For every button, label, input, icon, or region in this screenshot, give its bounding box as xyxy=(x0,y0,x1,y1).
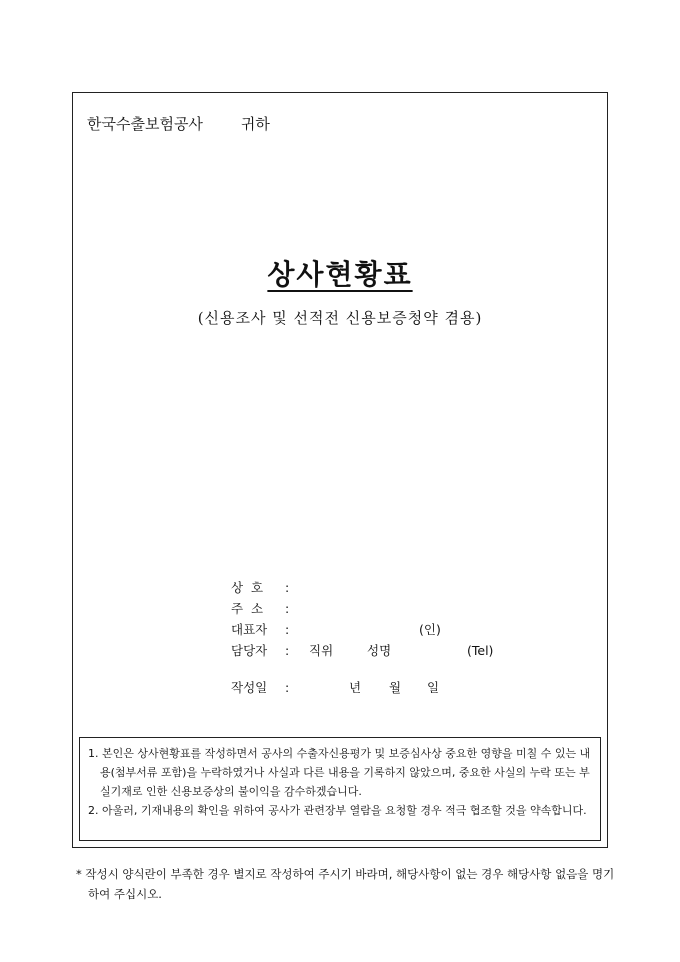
recipient-name: 한국수출보험공사 xyxy=(87,115,203,133)
seal-mark: (인) xyxy=(419,622,441,637)
honorific: 귀하 xyxy=(240,115,270,133)
applicant-fields xyxy=(231,577,493,698)
company-field[interactable]: 상 호 : xyxy=(231,577,493,598)
recipient-line xyxy=(87,113,270,134)
pledge-item-1: 1. 본인은 상사현황표를 작성하면서 공사의 수출자신용평가 및 보증심사상 중요한 영향을 미칠 수 있는 내용(첨부서류 포함)을 누락하였거나 사실과 다른 내용을 기록하지 않았으며, 중요한 사실의 누락 또는 부실기재로 인한 신용보증상의 불이익을 감수하겠습니다. xyxy=(88,747,591,798)
pledge-item-2: 2. 아울러, 기재내용의 확인을 위하여 공사가 관련장부 열람을 요청할 경우 적극 협조할 것을 약속합니다. xyxy=(88,804,587,817)
footnote: * 작성시 양식란이 부족한 경우 별지로 작성하여 주시기 바라며, 해당사항이 없는 경우 해당사항 없음을 명기하여 주십시오. xyxy=(76,867,615,901)
day-label: 일 xyxy=(427,680,440,695)
form-frame xyxy=(72,92,608,848)
date-field[interactable]: 작성일 : 년 월 일 xyxy=(231,677,493,698)
name-label: 성명 xyxy=(367,643,392,658)
contact-label: 담당자 xyxy=(231,643,268,658)
contact-field[interactable]: 담당자 : 직위 성명 (Tel) xyxy=(231,640,493,661)
date-label: 작성일 xyxy=(231,680,268,695)
form-title: 상사현황표 xyxy=(267,258,413,291)
pledge-notice xyxy=(79,737,601,841)
form-subtitle: (신용조사 및 선적전 신용보증청약 겸용) xyxy=(197,309,483,327)
tel-label: (Tel) xyxy=(467,643,494,658)
position-label: 직위 xyxy=(309,643,334,658)
representative-field[interactable]: 대표자 : (인) xyxy=(231,619,493,640)
year-label: 년 xyxy=(349,680,362,695)
month-label: 월 xyxy=(389,680,402,695)
address-label: 주 소 xyxy=(231,601,264,616)
company-label: 상 호 xyxy=(231,580,264,595)
address-field[interactable]: 주 소 : xyxy=(231,598,493,619)
representative-label: 대표자 xyxy=(231,622,268,637)
